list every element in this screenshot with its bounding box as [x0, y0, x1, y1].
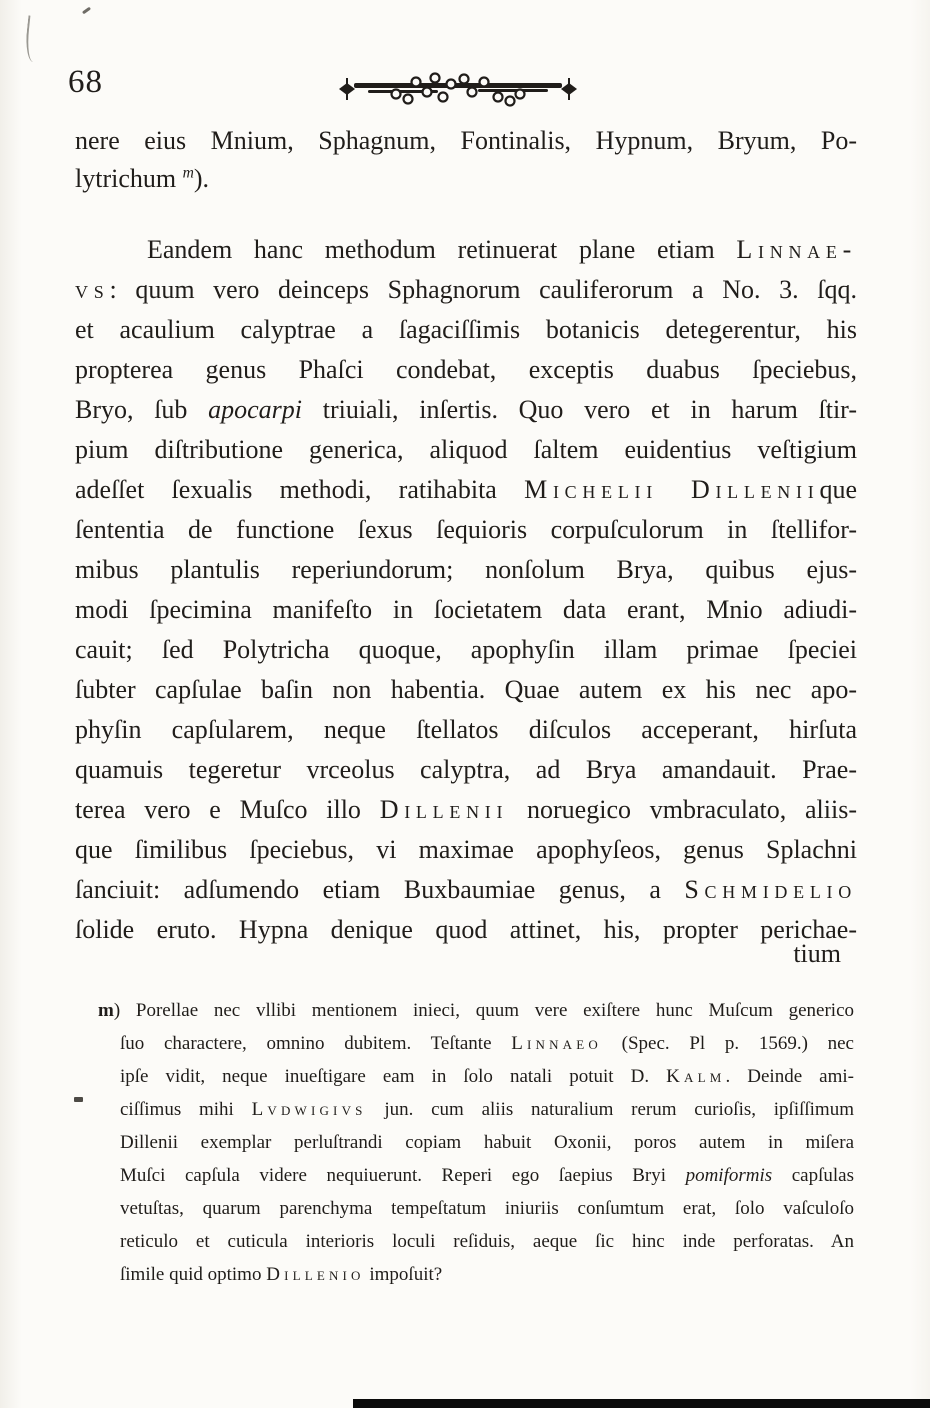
text-line: Eandem hanc methodum retinuerat plane etiam Linnae-	[147, 235, 857, 264]
page-number: 68	[68, 64, 103, 100]
footnote	[98, 994, 854, 1291]
text-line: et acaulium calyptrae a ſagaciſſimis botanicis detegerentur, his	[75, 315, 857, 344]
text-line: Dillenii exemplar perluſtrandi copiam habuit Oxonii, poros autem in miſera	[120, 1132, 854, 1153]
text-line: cauit; ſed Polytricha quoque, apophyſin illam primae ſpeciei	[75, 635, 857, 664]
text-line: vs: quum vero deinceps Sphagnorum cauliferorum a No. 3. ſqq.	[75, 275, 857, 304]
scan-artifact-curve	[24, 15, 43, 62]
text-line: propterea genus Phaſci condebat, exceptis duabus ſpeciebus,	[75, 355, 857, 384]
text-line: ipſe vidit, neque inueſtigare eam in ſolo natali potuit D. Kalm. Deinde ami-	[120, 1066, 854, 1087]
text-line: ſubter capſulae baſin non habentia. Quae autem ex his nec apo-	[75, 675, 857, 704]
text-line: adeſſet ſexualis methodi, ratihabita Michelii Dilleniique	[75, 475, 857, 504]
text-line: ſolide eruto. Hypna denique quod attinet, his, propter perichae-	[75, 915, 857, 944]
text-line: que ſimilibus ſpeciebus, vi maximae apophyſeos, genus Splachni	[75, 835, 857, 864]
text-line: mibus plantulis reperiundorum; nonſolum Brya, quibus ejus-	[75, 555, 857, 584]
scan-artifact-mark	[82, 7, 91, 15]
text-line: pium diſtributione generica, aliquod ſaltem euidentius veſtigium	[75, 435, 857, 464]
floral-rule-ornament-icon	[338, 70, 578, 115]
text-line: ſuo charactere, omnino dubitem. Teſtante Linnaeo (Spec. Pl p. 1569.) nec	[120, 1033, 854, 1054]
text-line: ſanciuit: adſumendo etiam Buxbaumiae genus, a Schmidelio	[75, 875, 857, 904]
text-line: nere eius Mnium, Sphagnum, Fontinalis, Hypnum, Bryum, Po-	[75, 126, 857, 155]
text-line: Muſci capſula videre nequiuerunt. Reperi ego ſaepius Bryi pomiformis capſulas	[120, 1165, 854, 1186]
catchword: tium	[793, 939, 841, 968]
text-line: reticulo et cuticula interioris loculi reſiduis, aeque ſic hinc inde perforatas. An	[120, 1231, 854, 1252]
text-line: lytrichum $^m$).	[75, 164, 210, 193]
scan-artifact-dash	[74, 1097, 83, 1102]
text-line: phyſin capſularem, neque ſtellatos diſculos acceperant, hirſuta	[75, 715, 857, 744]
text-line: quamuis tegeretur vrceolus calyptra, ad Brya amandauit. Prae-	[75, 755, 857, 784]
text-line: Bryo, ſub apocarpi triuiali, inſertis. Quo vero et in harum ſtir-	[75, 395, 857, 424]
main-paragraph	[75, 230, 857, 950]
text-line: vetuſtas, quarum parenchyma tempeſtatum iniuriis conſumtum erat, ſolo vaſculoſo	[120, 1198, 854, 1219]
scan-edge-bar	[353, 1399, 930, 1408]
text-line: m) Porellae nec vllibi mentionem inieci, quum vere exiſtere hunc Muſcum generico	[98, 1000, 854, 1021]
text-line: modi ſpecimina manifeſto in ſocietatem data erant, Mnio adiudi-	[75, 595, 857, 624]
text-line: ſimile quid optimo Dillenio impoſuit?	[120, 1264, 443, 1285]
opening-paragraph	[75, 122, 857, 198]
text-line: ciſſimus mihi Lvdwigivs jun. cum aliis naturalium rerum curioſis, ipſiſſimum	[120, 1099, 854, 1120]
text-line: terea vero e Muſco illo Dillenii noruegico vmbraculato, aliis-	[75, 795, 857, 824]
text-line: ſententia de functione ſexus ſequioris corpuſculorum in ſtellifor-	[75, 515, 857, 544]
